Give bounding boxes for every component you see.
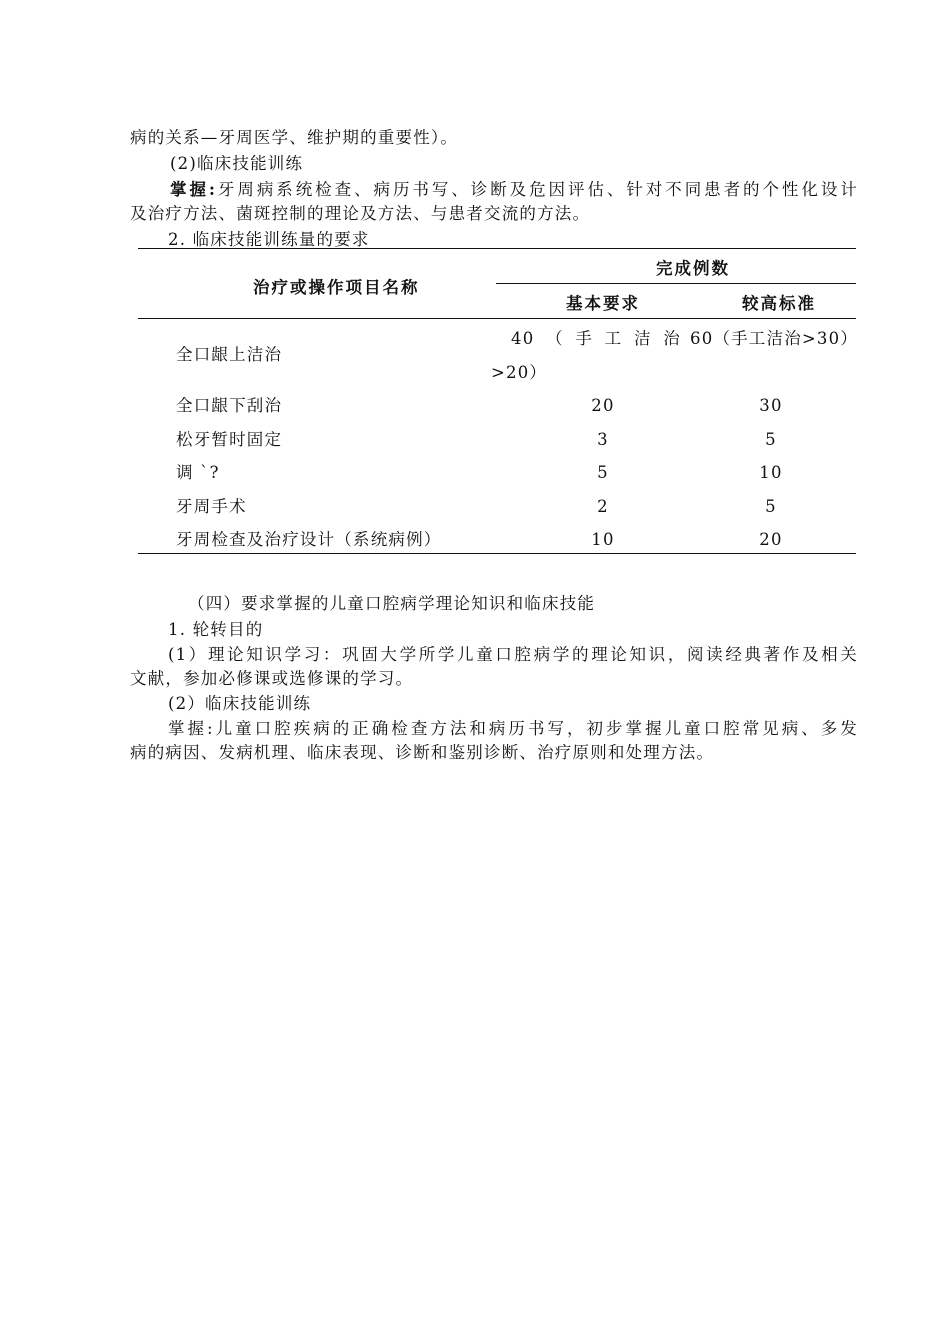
text-line: 病的关系—牙周医学、维护期的重要性）。 <box>130 128 459 147</box>
table-row-name: 全口龈下刮治 <box>176 396 283 415</box>
clinical-skills-table <box>138 248 859 554</box>
header-item-name: 治疗或操作项目名称 <box>253 278 420 297</box>
header-basic: 基本要求 <box>566 294 640 313</box>
table-row-basic: 10 <box>591 530 615 549</box>
table-row-higher: 30 <box>759 396 783 415</box>
table-row-basic: 40（手工洁治 <box>511 329 681 348</box>
subheading: (2）临床技能训练 <box>168 694 312 713</box>
table-row-higher: 5 <box>765 497 777 516</box>
bold-label: 掌握: <box>170 180 217 199</box>
subheading: 2. 临床技能训练量的要求 <box>168 230 370 249</box>
table-row-basic: >20） <box>491 363 548 382</box>
table-row-higher: 5 <box>765 430 777 449</box>
table-row-name: 牙周手术 <box>176 497 247 516</box>
subheading: (2)临床技能训练 <box>170 154 304 173</box>
text-line: 病的病因、发病机理、临床表现、诊断和鉴别诊断、治疗原则和处理方法。 <box>130 743 715 762</box>
text-line: 掌握:牙周病系统检查、病历书写、诊断及危因评估、针对不同患者的个性化设计 <box>170 180 858 199</box>
table-top-rule <box>138 248 856 249</box>
table-row-higher: 20 <box>759 530 783 549</box>
table-row-higher: 60（手工洁治>30） <box>690 329 859 348</box>
header-higher: 较高标准 <box>742 294 816 313</box>
text-line: 及治疗方法、菌斑控制的理论及方法、与患者交流的方法。 <box>130 204 591 223</box>
table-row-basic: 2 <box>597 497 609 516</box>
table-row-name: 全口龈上洁治 <box>176 345 283 364</box>
header-completed: 完成例数 <box>656 259 730 278</box>
table-row-name: 松牙暂时固定 <box>176 430 283 449</box>
text-line: 文献，参加必修课或选修课的学习。 <box>130 669 414 688</box>
table-row-basic: 20 <box>591 396 615 415</box>
table-sub-rule <box>496 283 856 284</box>
section-heading: （四）要求掌握的儿童口腔病学理论知识和临床技能 <box>188 594 596 613</box>
table-bottom-rule <box>138 553 856 554</box>
table-row-name: 调 ˋ? <box>176 463 220 482</box>
table-row-higher: 10 <box>759 463 783 482</box>
text-line: 掌握:儿童口腔疾病的正确检查方法和病历书写，初步掌握儿童口腔常见病、多发 <box>168 719 858 738</box>
text-line: (1）理论知识学习：巩固大学所学儿童口腔病学的理论知识，阅读经典著作及相关 <box>168 645 858 664</box>
subheading: 1. 轮转目的 <box>168 620 264 639</box>
table-header-rule <box>138 318 856 319</box>
table-row-basic: 3 <box>597 430 609 449</box>
table-row-basic: 5 <box>597 463 609 482</box>
table-row-name: 牙周检查及治疗设计（系统病例） <box>176 530 442 549</box>
